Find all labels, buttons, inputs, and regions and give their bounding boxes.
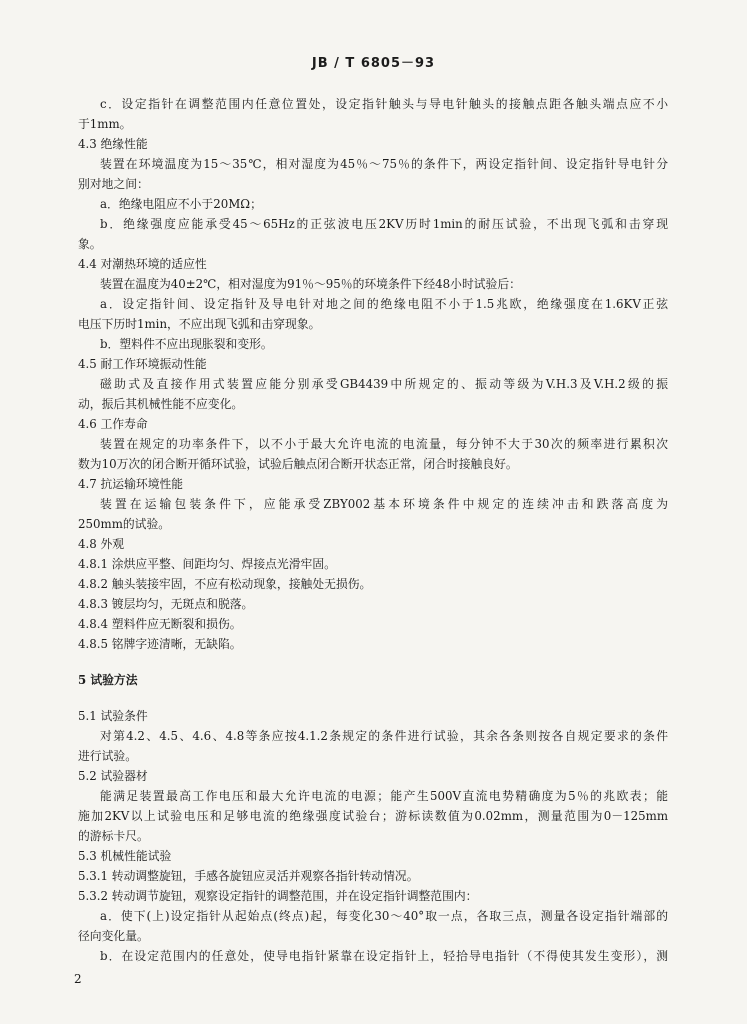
text-line: 4.3 绝缘性能 [78,137,148,151]
text-line: 象。 [78,237,102,251]
text-line: 于1mm。 [78,117,132,131]
text-line: 4.8.3 镀层均匀，无斑点和脱落。 [78,597,254,611]
text-line: 电压下历时1min，不应出现飞弧和击穿现象。 [78,317,321,331]
text-line: 磁助式及直接作用式装置应能分别承受GB4439中所规定的、振动等级为V.H.3及V.H.2级的振 [100,377,668,391]
text-line: 动，振后其机械性能不应变化。 [78,397,244,411]
standard-number-header: JB / T 6805－93 [311,56,436,71]
text-line: a．使下(上)设定指针从起始点(终点)起，每变化30～40°取一点，各取三点，测量各设定指针端部的 [100,909,668,923]
text-line: 装置在环境温度为15～35℃，相对湿度为45％～75％的条件下，两设定指针间、设定指针导电针分 [100,157,668,171]
text-line: 4.7 抗运输环境性能 [78,477,184,491]
text-line: 4.5 耐工作环境振动性能 [78,357,207,371]
text-line: b．在设定范围内的任意处，使导电指针紧靠在设定指针上，轻拾导电指针（不得使其发生变形），测 [100,949,668,963]
text-line: a．设定指针间、设定指针及导电针对地之间的绝缘电阻不小于1.5兆欧，绝缘强度在1.6KV正弦 [100,297,668,311]
text-line: 施加2KV以上试验电压和足够电流的绝缘强度试验台；游标读数值为0.02mm，测量范围为0－125mm [78,809,668,823]
text-line: 装置在温度为40±2℃，相对湿度为91％～95％的环境条件下经48小时试验后： [100,277,521,291]
text-line: 的游标卡尺。 [78,829,149,843]
text-line: 5.3.2 转动调节旋钮，观察设定指针的调整范围，并在设定指针调整范围内： [78,889,478,903]
text-line: 装置在运输包装条件下，应能承受ZBY002基本环境条件中规定的连续冲击和跌落高度为 [100,497,668,511]
text-line: 4.8.1 涂烘应平整、间距均匀、焊接点光滑牢固。 [78,557,336,571]
text-line: b．塑料件不应出现胀裂和变形。 [100,337,273,351]
text-line: 5.1 试验条件 [78,709,148,723]
text-line: 4.8 外观 [78,537,125,551]
text-line: b．绝缘强度应能承受45～65Hz的正弦波电压2KV历时1min的耐压试验，不出现飞弧和击穿现 [100,217,668,231]
spacer [78,654,668,670]
text-line: c．设定指针在调整范围内任意位置处，设定指针触头与导电针触头的接触点距各触头端点应不小 [100,97,668,111]
text-line: 别对地之间： [78,177,149,191]
text-line: a．绝缘电阻应不小于20MΩ； [100,197,262,211]
text-line: 4.8.4 塑料件应无断裂和损伤。 [78,617,242,631]
text-line: 装置在规定的功率条件下，以不小于最大允许电流的电流量，每分钟不大于30次的频率进行累积次 [100,437,668,451]
text-line: 进行试验。 [78,749,137,763]
text-line: 5 试验方法 [78,673,138,687]
spacer [78,690,668,706]
text-line: 5.3.1 转动调整旋钮，手感各旋钮应灵活并观察各指针转动情况。 [78,869,419,883]
text-line: 250mm的试验。 [78,517,171,531]
text-line: 5.3 机械性能试验 [78,849,172,863]
text-line: 5.2 试验器材 [78,769,148,783]
text-line: 径向变化量。 [78,929,149,943]
text-line: 4.6 工作寿命 [78,417,148,431]
text-line: 对第4.2、4.5、4.6、4.8等条应按4.1.2条规定的条件进行试验，其余各条则按各自规定要求的条件 [100,729,668,743]
text-line: 能满足装置最高工作电压和最大允许电流的电源；能产生500V直流电势精确度为5％的兆欧表；能 [100,789,668,803]
text-line: 4.4 对潮热环境的适应性 [78,257,207,271]
text-line: 4.8.5 铭牌字迹清晰，无缺陷。 [78,637,242,651]
document-body [78,94,668,966]
text-line: 4.8.2 触头装接牢固，不应有松动现象，接触处无损伤。 [78,577,372,591]
page-number: 2 [74,972,82,986]
text-line: 数为10万次的闭合断开循环试验，试验后触点闭合断开状态正常，闭合时接触良好。 [78,457,518,471]
